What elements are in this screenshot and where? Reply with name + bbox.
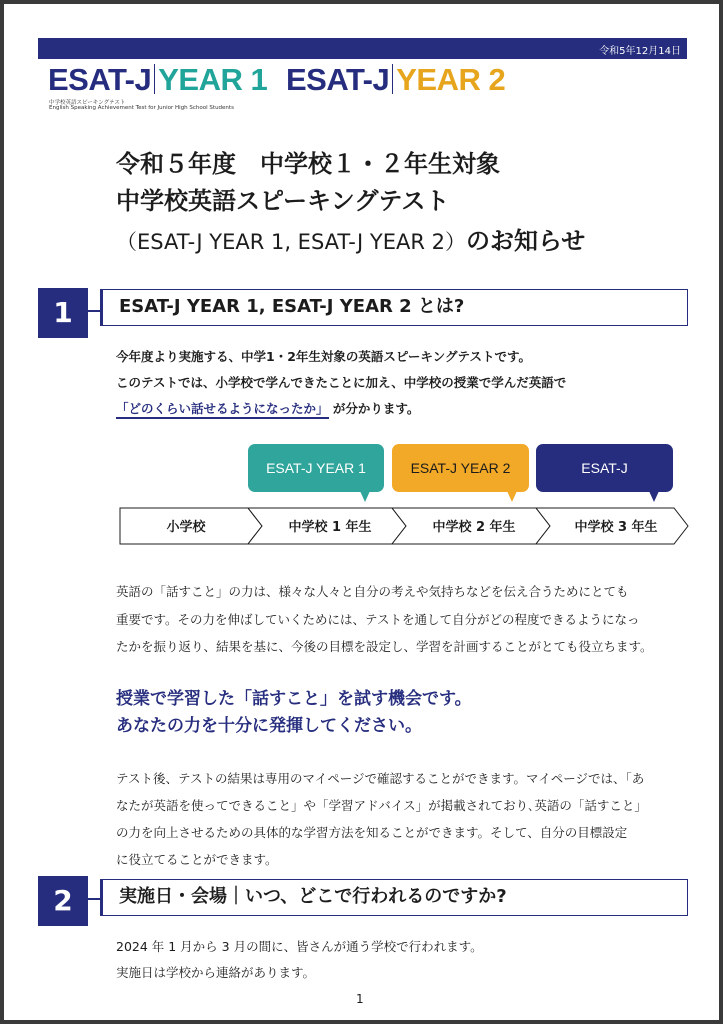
logo-subtitle-ja: 中学校英語スピーキングテスト (49, 100, 126, 106)
section-2-heading: 実施日・会場｜いつ、どこで行われるのですか? (100, 879, 688, 916)
bubble-esat-j-year1 (248, 444, 384, 492)
title-line-3 (116, 221, 585, 256)
date-text: 令和5年12月14日 (599, 46, 681, 57)
section-2-number: 2 (38, 876, 88, 926)
section-1-intro-line-2: このテストでは、小学校で学んできたことに加え、中学校の授業で学んだ英語で (116, 375, 567, 390)
bubble-label: ESAT-J YEAR 2 (410, 460, 511, 476)
highlight-phrase: 「どのくらい話せるようになったか」 (116, 401, 329, 419)
section-2-line-1: 2024 年 1 月から 3 月の間に、皆さんが通う学校で行われます。 (116, 939, 483, 954)
section-1-after-line-3: の力を向上させるための具体的な学習方法を知ることができます。そして、自分の目標設定 (116, 825, 628, 840)
section-1-number: 1 (38, 288, 88, 338)
section-1-heading: ESAT-J YEAR 1, ESAT-J YEAR 2 とは? (100, 289, 688, 326)
logo-year-text: YEAR 1 (158, 62, 268, 97)
section-1-body-line-3: たかを振り返り、結果を基に、今後の目標を設定し、学習を計画することがとても役立ちます。 (116, 639, 653, 654)
title-line-3-main: のお知らせ (466, 227, 586, 255)
bubble-tail (360, 491, 370, 502)
title-line-1: 令和５年度 中学校１・２年生対象 (116, 150, 500, 178)
esat-j-year2-logo (286, 62, 505, 98)
section-1-intro-line-1: 今年度より実施する、中学1・2年生対象の英語スピーキングテストです。 (116, 349, 532, 364)
logo-year-text: YEAR 2 (396, 62, 506, 97)
section-1-body-line-1: 英語の「話すこと」の力は、様々な人々と自分の考えや気持ちなどを伝え合うためにとても (116, 584, 629, 599)
logo-esat-text: ESAT-J (48, 62, 152, 97)
title-line-3-sub: （ESAT-J YEAR 1, ESAT-J YEAR 2） (116, 230, 467, 254)
bubble-esat-j (536, 444, 673, 492)
section-1-after-line-4: に役立てることができます。 (116, 852, 278, 867)
intro-line-3-rest: が分かります。 (332, 401, 420, 416)
section-1-connector (88, 310, 100, 312)
bubble-tail (507, 491, 517, 502)
section-1-intro-line-3 (116, 396, 419, 423)
emphasis-line-2: あなたの力を十分に発揮してください。 (116, 716, 422, 736)
page-number: 1 (356, 992, 364, 1006)
logo-esat-text: ESAT-J (286, 62, 390, 97)
bubble-tail (649, 491, 659, 502)
logo-separator (154, 64, 155, 94)
emphasis-line-1: 授業で学習した「話すこと」を試す機会です。 (116, 689, 472, 709)
bubble-label: ESAT-J YEAR 1 (266, 460, 366, 476)
section-2-line-2: 実施日は学校から連絡があります。 (116, 965, 316, 980)
logo-separator (392, 64, 393, 94)
bubble-esat-j-year2 (392, 444, 529, 492)
logo-subtitle-en: English Speaking Achievement Test for Junior High School Students (49, 105, 234, 111)
esat-j-year1-logo (48, 62, 267, 98)
stage-grade-2: 中学校 2 年生 (432, 520, 516, 535)
stage-elementary: 小学校 (166, 520, 206, 535)
stage-grade-1: 中学校 1 年生 (288, 520, 372, 535)
section-2-connector (88, 898, 100, 900)
section-1-after-line-1: テスト後、テストの結果は専用のマイページで確認することができます。マイページでは、「あ (116, 771, 645, 786)
bubble-label: ESAT-J (581, 460, 628, 476)
section-1-after-line-2: なたが英語を使ってできること」や「学習アドバイス」が掲載されており､英語の「話すこと」 (116, 798, 647, 813)
date-bar (38, 38, 687, 59)
section-1-body-line-2: 重要です。その力を伸ばしていくためには、テストを通して自分がどの程度できるようになっ (116, 612, 640, 627)
stage-grade-3: 中学校 3 年生 (574, 520, 658, 535)
document-page (4, 4, 719, 1020)
title-line-2: 中学校英語スピーキングテスト (116, 187, 450, 215)
